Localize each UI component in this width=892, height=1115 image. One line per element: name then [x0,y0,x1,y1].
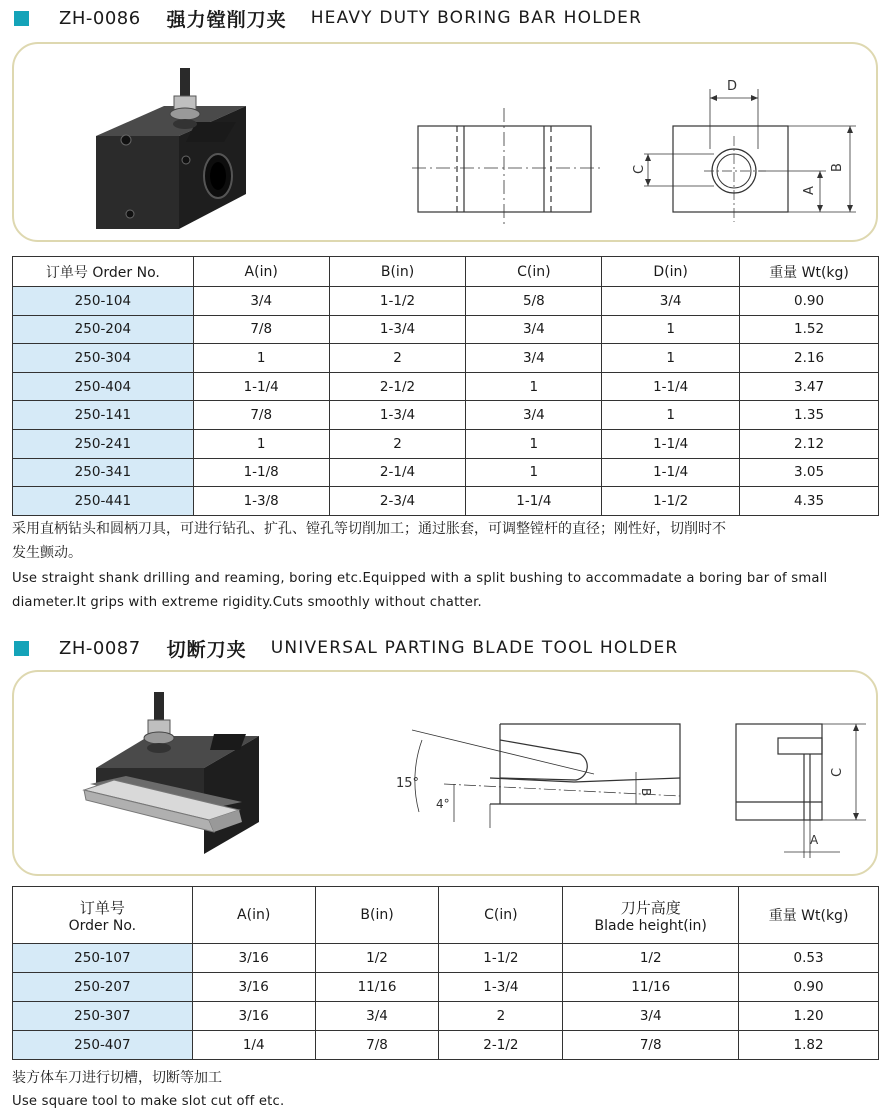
header-weight: 重量 Wt(kg) [739,887,879,944]
table-cell: 1/4 [192,1031,315,1060]
header-b: B(in) [315,887,439,944]
table-row [13,287,879,316]
table-cell: 1 [193,429,329,458]
table-cell: 2-1/4 [329,458,466,487]
dim-label-c: C [632,164,647,174]
angle-label-4: 4° [436,797,450,811]
table-cell: 3/4 [602,287,740,316]
table-cell: 5/8 [466,287,602,316]
order-cell: 250-107 [13,944,193,973]
table-cell: 3/4 [563,1002,739,1031]
table-cell: 7/8 [193,315,329,344]
table-cell: 1-3/4 [329,401,466,430]
table-cell: 1-1/4 [602,372,740,401]
table-cell: 1 [602,401,740,430]
dim-label-a: A [810,833,819,847]
table-cell: 4.35 [740,487,879,516]
table-cell: 2-1/2 [329,372,466,401]
table-cell: 2 [439,1002,563,1031]
table-header-row [13,257,879,287]
table-cell: 3.05 [740,458,879,487]
header-order-no: 订单号 Order No. [13,257,194,287]
order-cell: 250-207 [13,973,193,1002]
table-cell: 2 [329,344,466,373]
section1-title-en: HEAVY DUTY BORING BAR HOLDER [310,8,643,28]
table-cell: 1 [193,344,329,373]
table-cell: 1 [466,372,602,401]
header-order-no [13,887,193,944]
dim-label-b: B [639,788,653,797]
table-row [13,315,879,344]
header-blade-height-en: Blade height(in) [594,917,707,934]
table-cell: 3/4 [466,344,602,373]
header-c: C(in) [439,887,563,944]
table-cell: 1/2 [315,944,439,973]
front-view-drawing [644,89,856,222]
table-row [13,429,879,458]
table-cell: 3/4 [315,1002,439,1031]
section1-description-cn [12,517,880,565]
table-cell: 3/16 [192,944,315,973]
table-cell: 1 [602,315,740,344]
table-cell: 1/2 [563,944,739,973]
boring-bar-holder-photo [96,68,246,229]
section1-description-en [12,567,880,615]
table-cell: 1 [466,458,602,487]
table-cell: 1-1/4 [602,429,740,458]
table-cell: 1-1/4 [193,372,329,401]
section1-spec-table [12,256,879,516]
table-row [13,344,879,373]
order-cell: 250-141 [13,401,194,430]
header-order-no-cn: 订单号 [79,898,125,917]
table-cell: 1.35 [740,401,879,430]
table-row [13,487,879,516]
table-cell: 1.20 [739,1002,879,1031]
section2-description-en: Use square tool to make slot cut off etc. [12,1094,285,1109]
section1-drawings [14,44,880,244]
table-header-row [13,887,879,944]
table-row [13,401,879,430]
table-cell: 1-1/2 [329,287,466,316]
table-cell: 2-1/2 [439,1031,563,1060]
order-cell: 250-204 [13,315,194,344]
table-cell: 1-1/4 [466,487,602,516]
table-cell: 7/8 [315,1031,439,1060]
dim-label-d: D [727,79,738,94]
table-cell: 3.47 [740,372,879,401]
side-view-drawing [412,108,604,228]
order-cell: 250-404 [13,372,194,401]
table-row [13,1031,879,1060]
table-cell: 7/8 [193,401,329,430]
order-cell: 250-104 [13,287,194,316]
dim-label-c: C [830,767,845,777]
header-weight: 重量 Wt(kg) [740,257,879,287]
section-marker-icon [14,11,29,26]
header-a: A(in) [192,887,315,944]
blade-angle-drawing [412,724,680,828]
note-en-line: Use straight shank drilling and reaming, boring etc.Equipped with a split bushing to accommadate a boring bar of small [12,571,828,586]
header-b: B(in) [329,257,466,287]
section2-header [14,634,678,662]
table-cell: 1-3/4 [439,973,563,1002]
table-cell: 1-3/8 [193,487,329,516]
table-cell: 2.12 [740,429,879,458]
order-cell: 250-441 [13,487,194,516]
section1-code: ZH-0086 [59,7,141,29]
header-d: D(in) [602,257,740,287]
blade-end-view-drawing [736,724,866,858]
section2-illustration-panel [12,670,878,876]
section2-description-cn: 装方体车刀进行切槽，切断等加工 [12,1070,222,1086]
note-cn-line: 发生颤动。 [12,545,82,561]
table-cell: 2-3/4 [329,487,466,516]
table-cell: 1 [466,429,602,458]
section1-title-cn: 强力镗削刀夹 [166,8,287,31]
table-cell: 11/16 [563,973,739,1002]
table-cell: 1.52 [740,315,879,344]
table-cell: 3/16 [192,973,315,1002]
header-a: A(in) [193,257,329,287]
dim-label-b: B [830,163,845,172]
table-cell: 2.16 [740,344,879,373]
order-cell: 250-407 [13,1031,193,1060]
angle-label-15: 15° [396,776,420,791]
order-cell: 250-304 [13,344,194,373]
table-row [13,973,879,1002]
table-cell: 3/16 [192,1002,315,1031]
section2-title-cn: 切断刀夹 [166,638,247,661]
table-cell: 3/4 [466,315,602,344]
header-c: C(in) [466,257,602,287]
table-cell: 0.90 [740,287,879,316]
table-cell: 11/16 [315,973,439,1002]
order-cell: 250-341 [13,458,194,487]
header-blade-height-cn: 刀片高度 [620,898,681,917]
section2-title-en: UNIVERSAL PARTING BLADE TOOL HOLDER [270,638,679,658]
section-marker-icon [14,641,29,656]
order-cell: 250-241 [13,429,194,458]
table-cell: 1.82 [739,1031,879,1060]
section2-spec-table [12,886,879,1060]
table-cell: 1-1/2 [602,487,740,516]
table-cell: 1-1/8 [193,458,329,487]
dim-label-a: A [802,186,817,195]
table-cell: 0.90 [739,973,879,1002]
section2-drawings [14,672,880,878]
section1-illustration-panel [12,42,878,242]
table-row [13,1002,879,1031]
table-cell: 3/4 [466,401,602,430]
table-row [13,458,879,487]
table-cell: 2 [329,429,466,458]
table-cell: 0.53 [739,944,879,973]
table-cell: 1 [602,344,740,373]
header-order-no-en: Order No. [68,917,137,934]
header-blade-height [563,887,739,944]
table-cell: 3/4 [193,287,329,316]
table-cell: 1-3/4 [329,315,466,344]
table-cell: 1-1/2 [439,944,563,973]
order-cell: 250-307 [13,1002,193,1031]
section2-code: ZH-0087 [59,637,141,659]
table-cell: 1-1/4 [602,458,740,487]
note-cn-line: 采用直柄钻头和圆柄刀具，可进行钻孔、扩孔、镗孔等切削加工；通过胀套，可调整镗杆的直径；刚性好，切削时不 [12,521,726,537]
note-en-line: diameter.It grips with extreme rigidity.Cuts smoothly without chatter. [12,595,482,610]
parting-blade-holder-photo [84,692,259,854]
table-row [13,372,879,401]
table-row [13,944,879,973]
section1-header [14,4,642,32]
table-cell: 7/8 [563,1031,739,1060]
